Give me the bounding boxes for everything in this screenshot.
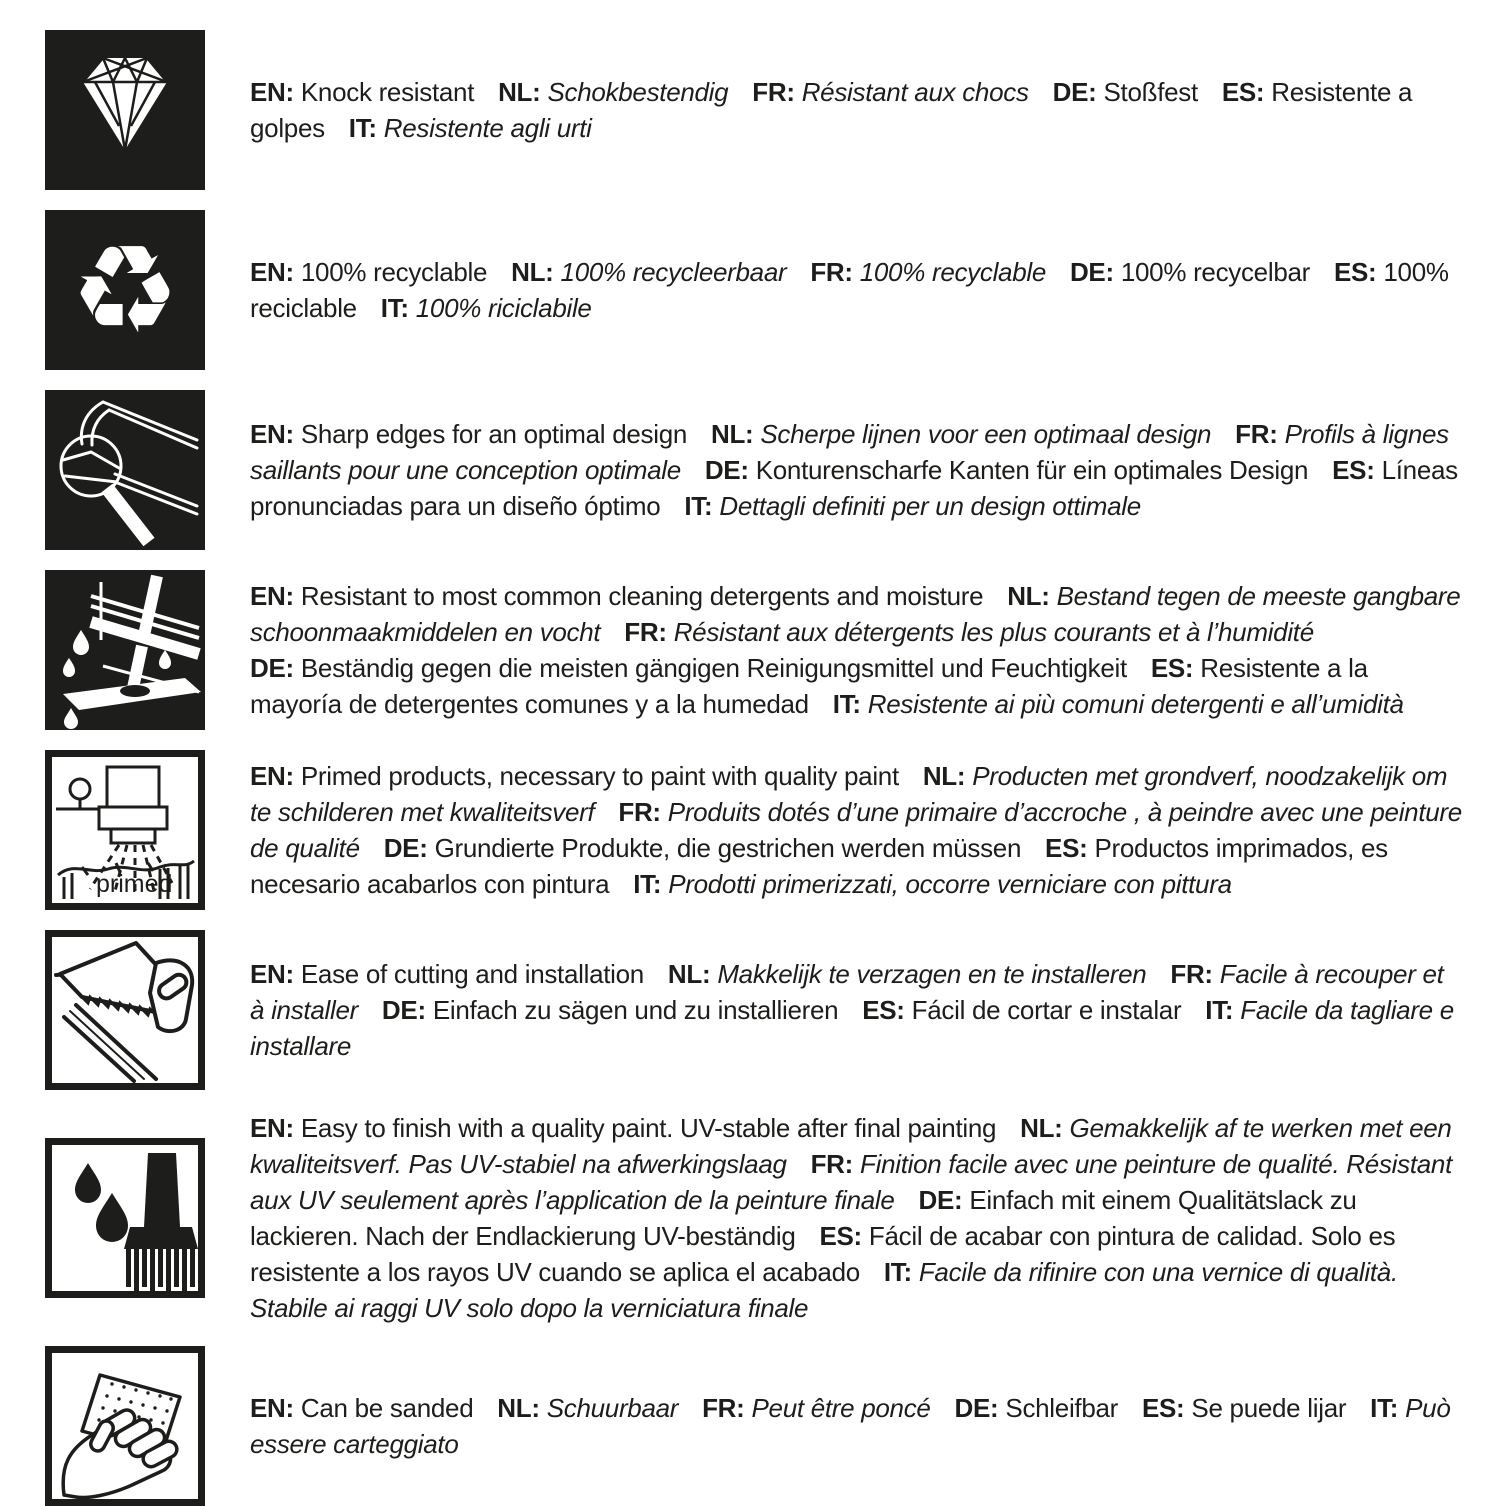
feature-row bbox=[45, 750, 1462, 910]
lang-nl bbox=[498, 77, 728, 107]
lang-text: Resistant to most common cleaning detergents and moisture bbox=[300, 581, 984, 611]
feature-description bbox=[250, 758, 1462, 902]
feature-row bbox=[45, 390, 1462, 550]
lang-nl bbox=[511, 257, 786, 287]
lang-text: Se puede lijar bbox=[1191, 1393, 1347, 1423]
lang-text: Sharp edges for an optimal design bbox=[300, 419, 688, 449]
lang-label: NL: bbox=[710, 419, 754, 449]
lang-label: IT: bbox=[1205, 995, 1234, 1025]
lang-fr bbox=[752, 77, 1028, 107]
lang-text: Konturenscharfe Kanten für ein optimales Design bbox=[755, 455, 1309, 485]
sanding-hand-icon bbox=[45, 1346, 205, 1506]
lang-de bbox=[1053, 77, 1198, 107]
lang-en bbox=[250, 419, 687, 449]
lang-label: IT: bbox=[380, 293, 409, 323]
lang-label: NL: bbox=[1007, 581, 1050, 611]
lang-de bbox=[382, 995, 838, 1025]
lang-label: FR: bbox=[702, 1393, 745, 1423]
lang-en bbox=[250, 77, 474, 107]
lang-label: DE: bbox=[383, 833, 428, 863]
lang-text: Einfach zu sägen und zu installieren bbox=[432, 995, 839, 1025]
lang-label: EN: bbox=[250, 959, 294, 989]
lang-label: EN: bbox=[250, 257, 294, 287]
lang-it bbox=[684, 491, 1141, 521]
lang-text: 100% riciclabile bbox=[415, 293, 592, 323]
lang-de bbox=[250, 653, 1127, 683]
lang-de bbox=[955, 1393, 1119, 1423]
lang-text: Stoßfest bbox=[1103, 77, 1198, 107]
lang-text: Scherpe lijnen voor een optimaal design bbox=[760, 419, 1212, 449]
lang-label: DE: bbox=[1052, 77, 1097, 107]
lang-text: Schleifbar bbox=[1005, 1393, 1119, 1423]
lang-label: FR: bbox=[810, 257, 853, 287]
lang-text: Producten met grondverf, noodzakelijk om te schilderen met kwaliteitsverf bbox=[250, 761, 1448, 827]
lang-it bbox=[349, 113, 592, 143]
paint-brush-icon bbox=[45, 1138, 205, 1298]
lang-label: EN: bbox=[250, 1393, 294, 1423]
lang-label: IT: bbox=[1370, 1393, 1399, 1423]
lang-label: IT: bbox=[348, 113, 377, 143]
lang-text: Beständig gegen die meisten gängigen Reinigungsmittel und Feuchtigkeit bbox=[300, 653, 1127, 683]
mop-cleaning-icon bbox=[45, 570, 205, 730]
lang-label: ES: bbox=[1221, 77, 1265, 107]
lang-label: NL: bbox=[667, 959, 711, 989]
lang-text: Facile da rifinire con una vernice di qualità. Stabile ai raggi UV solo dopo la verniciatura finale bbox=[250, 1257, 1398, 1323]
lang-label: NL: bbox=[1020, 1113, 1063, 1143]
lang-text: 100% reciclable bbox=[250, 257, 1449, 323]
lang-nl bbox=[497, 1393, 678, 1423]
feature-row bbox=[45, 570, 1462, 730]
lang-text: Gemakkelijk af te werken met een kwaliteitsverf. Pas UV-stabiel na afwerkingslaag bbox=[250, 1113, 1452, 1179]
lang-it bbox=[381, 293, 592, 323]
lang-nl bbox=[668, 959, 1147, 989]
lang-label: NL: bbox=[498, 77, 541, 107]
lang-de bbox=[384, 833, 1021, 863]
lang-text: Can be sanded bbox=[300, 1393, 474, 1423]
feature-row bbox=[45, 210, 1462, 370]
lang-es bbox=[1142, 1393, 1346, 1423]
lang-it bbox=[833, 689, 1404, 719]
lang-label: DE: bbox=[954, 1393, 999, 1423]
lang-text: 100% recycleerbaar bbox=[560, 257, 787, 287]
recycle-icon bbox=[45, 210, 205, 370]
lang-label: ES: bbox=[1141, 1393, 1185, 1423]
lang-nl bbox=[711, 419, 1211, 449]
lang-text: Resistente ai più comuni detergenti e all’umidità bbox=[867, 689, 1404, 719]
lang-text: Produits dotés d’une primaire d’accroche , à peindre avec une peinture de qualité bbox=[250, 797, 1462, 863]
lang-es bbox=[862, 995, 1181, 1025]
lang-en bbox=[250, 959, 644, 989]
lang-en bbox=[250, 581, 983, 611]
lang-label: NL: bbox=[922, 761, 966, 791]
feature-row bbox=[45, 1346, 1462, 1506]
lang-text: Resistente a la mayoría de detergentes comunes y a la humedad bbox=[250, 653, 1368, 719]
lang-text: Finition facile avec une peinture de qualité. Résistant aux UV seulement après l’application de la peinture finale bbox=[250, 1149, 1452, 1215]
saw-icon bbox=[45, 930, 205, 1090]
lang-label: NL: bbox=[511, 257, 554, 287]
lang-de bbox=[1070, 257, 1310, 287]
lang-text: Résistant aux détergents les plus courants et à l’humidité bbox=[673, 617, 1314, 647]
lang-text: Einfach mit einem Qualitätslack zu lackieren. Nach der Endlackierung UV-beständig bbox=[250, 1185, 1357, 1251]
feature-description bbox=[250, 416, 1462, 524]
lang-label: IT: bbox=[633, 869, 662, 899]
lang-text: Primed products, necessary to paint with quality paint bbox=[300, 761, 899, 791]
lang-label: EN: bbox=[250, 581, 294, 611]
lang-text: Può essere carteggiato bbox=[250, 1393, 1451, 1459]
lang-label: ES: bbox=[1045, 833, 1088, 863]
lang-de bbox=[705, 455, 1308, 485]
feature-description bbox=[250, 956, 1462, 1064]
lang-it bbox=[633, 869, 1232, 899]
lang-label: FR: bbox=[618, 797, 661, 827]
lang-label: ES: bbox=[1332, 455, 1375, 485]
lang-text: Facile da tagliare e installare bbox=[250, 995, 1454, 1061]
lang-label: DE: bbox=[1069, 257, 1114, 287]
lang-label: DE: bbox=[704, 455, 749, 485]
lang-text: Résistant aux chocs bbox=[801, 77, 1029, 107]
lang-text: Resistente agli urti bbox=[383, 113, 592, 143]
lang-text: Ease of cutting and installation bbox=[300, 959, 644, 989]
lang-label: DE: bbox=[918, 1185, 963, 1215]
lang-label: FR: bbox=[1235, 419, 1278, 449]
feature-description bbox=[250, 1390, 1462, 1462]
lang-label: NL: bbox=[497, 1393, 540, 1423]
feature-row bbox=[45, 930, 1462, 1090]
feature-description bbox=[250, 254, 1462, 326]
lang-label: EN: bbox=[250, 1113, 294, 1143]
primed-label: primed bbox=[96, 870, 173, 898]
lang-text: Peut être poncé bbox=[751, 1393, 931, 1423]
lang-label: ES: bbox=[819, 1221, 862, 1251]
lang-label: FR: bbox=[752, 77, 795, 107]
lang-label: FR: bbox=[810, 1149, 854, 1179]
lang-label: EN: bbox=[250, 77, 294, 107]
lang-text: Schuurbaar bbox=[546, 1393, 679, 1423]
lang-label: EN: bbox=[250, 419, 294, 449]
lang-label: EN: bbox=[250, 761, 294, 791]
lang-label: DE: bbox=[381, 995, 426, 1025]
lang-en bbox=[250, 761, 899, 791]
lang-text: 100% recyclable bbox=[859, 257, 1047, 287]
lang-text: Grundierte Produkte, die gestrichen werden müssen bbox=[434, 833, 1022, 863]
feature-description bbox=[250, 1110, 1462, 1326]
lang-label: IT: bbox=[832, 689, 861, 719]
lang-text: Dettagli definiti per un design ottimale bbox=[719, 491, 1141, 521]
recycle-symbol: ♻ bbox=[70, 219, 180, 361]
lang-text: Knock resistant bbox=[300, 77, 475, 107]
lang-en bbox=[250, 1113, 996, 1143]
feature-row bbox=[45, 1110, 1462, 1326]
lang-label: DE: bbox=[250, 653, 294, 683]
lang-text: Bestand tegen de meeste gangbare schoonmaakmiddelen en vocht bbox=[250, 581, 1461, 647]
feature-description bbox=[250, 578, 1462, 722]
lang-label: FR: bbox=[1170, 959, 1213, 989]
primer-spray-icon bbox=[45, 750, 205, 910]
lang-text: Prodotti primerizzati, occorre verniciare con pittura bbox=[668, 869, 1232, 899]
lang-text: Líneas pronunciadas para un diseño óptimo bbox=[250, 455, 1458, 521]
lang-text: Easy to finish with a quality paint. UV-stable after final painting bbox=[300, 1113, 997, 1143]
lang-fr bbox=[702, 1393, 931, 1423]
lang-text: 100% recycelbar bbox=[1120, 257, 1310, 287]
lang-label: IT: bbox=[684, 491, 713, 521]
lang-label: FR: bbox=[624, 617, 667, 647]
lang-label: ES: bbox=[1333, 257, 1377, 287]
lang-label: ES: bbox=[1150, 653, 1194, 683]
lang-en bbox=[250, 257, 487, 287]
lang-text: Fácil de cortar e instalar bbox=[911, 995, 1182, 1025]
lang-text: 100% recyclable bbox=[300, 257, 488, 287]
lang-label: IT: bbox=[883, 1257, 912, 1287]
lang-text: Resistente a golpes bbox=[250, 77, 1413, 143]
lang-en bbox=[250, 1393, 473, 1423]
lang-text: Schokbestendig bbox=[547, 77, 729, 107]
diamond-icon bbox=[45, 30, 205, 190]
lang-text: Facile à recouper et à installer bbox=[250, 959, 1444, 1025]
lang-text: Productos imprimados, es necesario acabarlos con pintura bbox=[250, 833, 1388, 899]
lang-fr bbox=[810, 257, 1046, 287]
lang-label: ES: bbox=[862, 995, 905, 1025]
feature-row bbox=[45, 30, 1462, 190]
lang-text: Makkelijk te verzagen en te installeren bbox=[717, 959, 1147, 989]
lang-fr bbox=[624, 617, 1314, 647]
lang-text: Profils à lignes saillants pour une conception optimale bbox=[250, 419, 1449, 485]
feature-description bbox=[250, 74, 1462, 146]
sharp-edges-icon bbox=[45, 390, 205, 550]
lang-text: Fácil de acabar con pintura de calidad. Solo es resistente a los rayos UV cuando se aplica el acabado bbox=[250, 1221, 1396, 1287]
